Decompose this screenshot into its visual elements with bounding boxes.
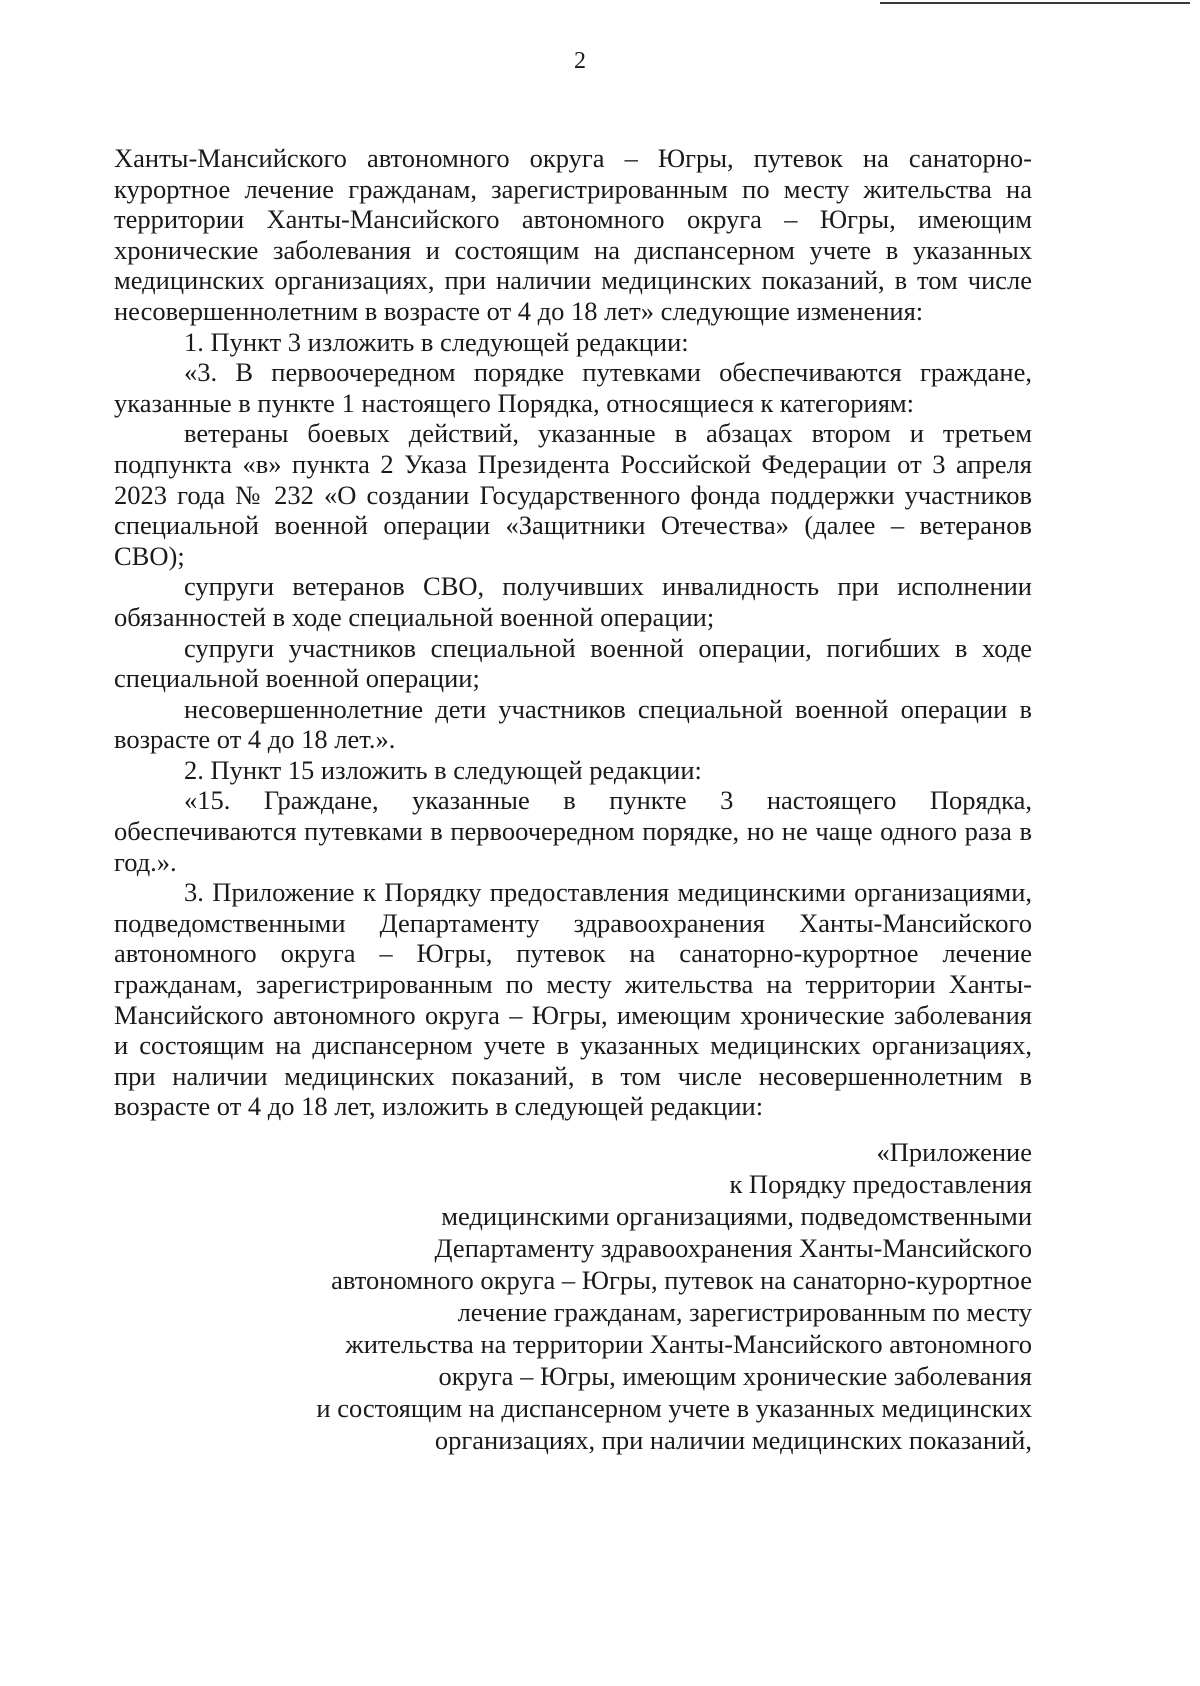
paragraph: несовершеннолетние дети участников специальной военной операции в возрасте от 4 до 18 лет.». xyxy=(114,693,1032,755)
appendix-heading-block xyxy=(114,1136,1032,1456)
appendix-line: организациях, при наличии медицинских показаний, xyxy=(434,1425,1032,1455)
page-number: 2 xyxy=(574,48,586,74)
document-body xyxy=(114,143,1032,1456)
paragraph: 3. Приложение к Порядку предоставления медицинскими организациями, подведомственными Департаменту здравоохранения Ханты-Мансийского автономного округа – Югры, путевок на санаторно-курортное лечение гражданам, зарегистрированным по месту жительства на территории Ханты-Мансийского автономного округа – Югры, имеющим хронические заболевания и состоящим на диспансерном учете в указанных медицинских организациях, при наличии медицинских показаний, в том числе несовершеннолетним в возрасте от 4 до 18 лет, изложить в следующей редакции: xyxy=(114,877,1032,1122)
paragraph: супруги участников специальной военной операции, погибших в ходе специальной военной операции; xyxy=(114,632,1032,694)
paragraph: 1. Пункт 3 изложить в следующей редакции: xyxy=(184,326,689,357)
paragraph: «3. В первоочередном порядке путевками обеспечиваются граждане, указанные в пункте 1 настоящего Порядка, относящиеся к категориям: xyxy=(114,357,1032,418)
paragraph: «15. Граждане, указанные в пункте 3 настоящего Порядка, обеспечиваются путевками в первоочередном порядке, но не чаще одного раза в год.». xyxy=(114,785,1032,877)
appendix-line: автономного округа – Югры, путевок на санаторно-курортное xyxy=(331,1265,1032,1295)
appendix-line: округа – Югры, имеющим хронические заболевания xyxy=(438,1361,1032,1391)
appendix-line: «Приложение xyxy=(876,1137,1032,1167)
appendix-line: к Порядку предоставления xyxy=(729,1169,1032,1199)
paragraph: ветераны боевых действий, указанные в абзацах втором и третьем подпункта «в» пункта 2 Указа Президента Российской Федерации от 3 апреля 2023 года № 232 «О создании Государственного фонда поддержки участников специальной военной операции «Защитники Отечества» (далее – ветеранов СВО); xyxy=(114,418,1032,571)
paragraph: Ханты-Мансийского автономного округа – Югры, путевок на санаторно-курортное лечение гражданам, зарегистрированным по месту жительства на территории Ханты-Мансийского автономного округа – Югры, имеющим хронические заболевания и состоящим на диспансерном учете в указанных медицинских организациях, при наличии медицинских показаний, в том числе несовершеннолетним в возрасте от 4 до 18 лет» следующие изменения: xyxy=(114,143,1032,326)
appendix-line: медицинскими организациями, подведомственными xyxy=(441,1201,1032,1231)
appendix-line: Департаменту здравоохранения Ханты-Мансийского xyxy=(434,1233,1032,1263)
appendix-line: лечение гражданам, зарегистрированным по месту xyxy=(457,1297,1032,1327)
top-edge-rule xyxy=(880,2,1190,4)
appendix-line: жительства на территории Ханты-Мансийского автономного xyxy=(345,1329,1032,1359)
appendix-line: и состоящим на диспансерном учете в указанных медицинских xyxy=(316,1393,1032,1423)
paragraph: супруги ветеранов СВО, получивших инвалидность при исполнении обязанностей в ходе специальной военной операции; xyxy=(114,571,1032,632)
paragraph: 2. Пункт 15 изложить в следующей редакции: xyxy=(184,754,702,785)
